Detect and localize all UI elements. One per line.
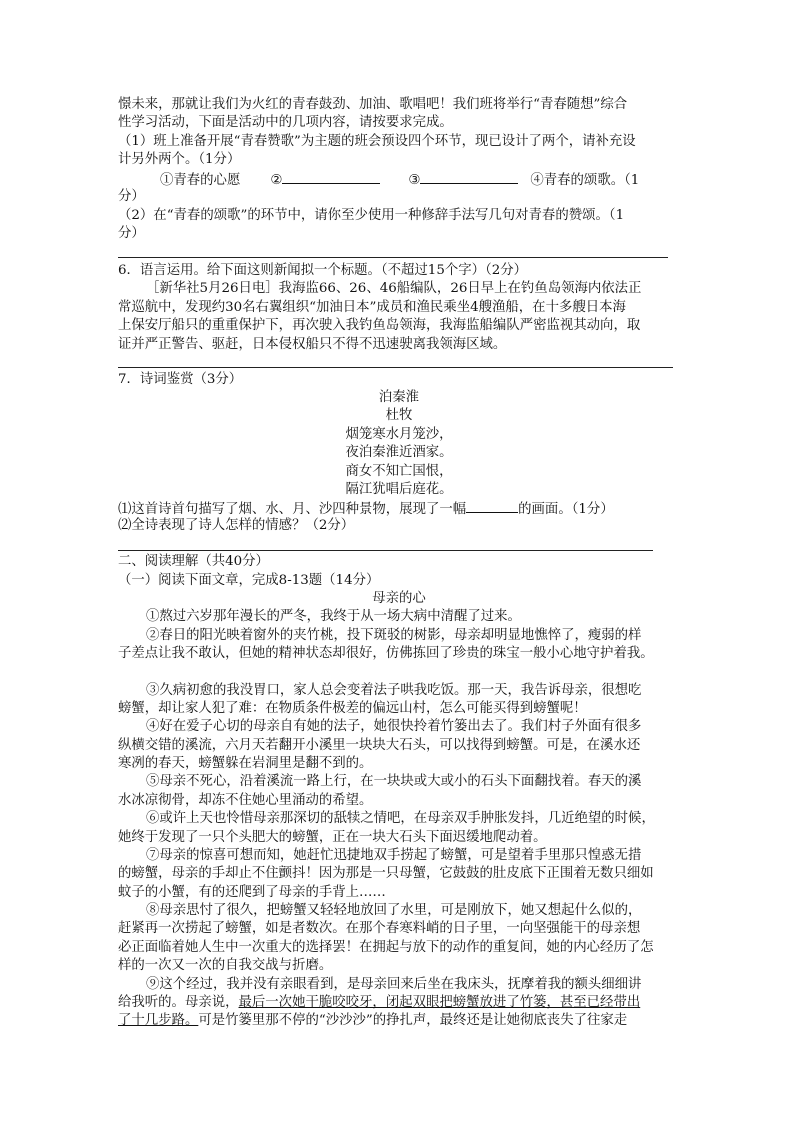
q5-1-line-1: （1）班上准备开展“青春赞歌”为主题的班会预设四个环节，现已设计了两个，请补充设 — [118, 134, 636, 149]
article-title: 母亲的心 — [372, 591, 426, 606]
q7-sub-1-b: 的画面。（1分） — [518, 502, 614, 517]
q5-2-line-1: （2）在“青春的颂歌”的环节中，请你至少使用一种修辞手法写几句对青春的赞颂。（1 — [118, 208, 625, 223]
article-p9-2a: 给我听的。母亲说， — [118, 995, 239, 1010]
article-p7-1: ⑦母亲的惊喜可想而知，她赶忙迅捷地双手捞起了螃蟹，可是望着手里那只惶惑无措 — [146, 848, 642, 863]
blank-q7-sub-1[interactable] — [466, 499, 518, 513]
section-2-title: 二、阅读理解（共40分） — [118, 554, 269, 569]
q5-1-items — [160, 170, 680, 190]
item-1: ①青春的心愿 — [160, 173, 241, 188]
article-p9-3b: 可是竹篓里那不停的“沙沙沙”的挣扎声，最终还是让她彻底丧失了往家走 — [198, 1013, 628, 1028]
article-p8-1: ⑧母亲思忖了很久，把螃蟹又轻轻地放回了水里，可是刚放下，她又想起什么似的， — [146, 903, 642, 918]
q7-sub-1-a: ⑴这首诗首句描写了烟、水、月、沙四种景物，展现了一幅 — [118, 502, 467, 517]
underlined-sentence-part-1: 最后一次她干脆咬咬牙，闭起双眼把螃蟹放进了竹篓，甚至已经带出 — [238, 995, 641, 1010]
q6-news-line-4: 证并严正警告、驱赶，日本侵权船只不得不迅速驶离我领海区域。 — [118, 337, 507, 352]
q7-sub-2: ⑵全诗表现了诗人怎样的情感？（2分） — [118, 518, 355, 533]
poem-line-4: 隔江犹唱后庭花。 — [345, 482, 453, 497]
poem-title: 泊秦淮 — [378, 390, 420, 405]
q5-1-line-2: 计另外两个。（1分） — [118, 152, 241, 167]
poem-author: 杜牧 — [385, 408, 413, 423]
article-p9-1: ⑨这个经过，我并没有亲眼看到，是母亲回来后坐在我床头，抚摩着我的额头细细讲 — [146, 977, 642, 992]
q6-news-line-2: 常巡航中，发现约30名右翼组织“加油日本”成员和渔民乘坐4艘渔船，在十多艘日本海 — [118, 300, 626, 315]
item-2: ② — [270, 173, 283, 188]
q6-news-line-1: ［新华社5月26日电］我海监66、26、46船编队，26日早上在钓鱼岛领海内依法正 — [146, 281, 642, 296]
answer-line-q5[interactable] — [118, 257, 668, 258]
intro-line-1: 憬未来，那就让我们为火红的青春鼓劲、加油、歌唱吧！我们班将举行“青春随想”综合 — [118, 97, 628, 112]
q6-title: 6．语言运用。给下面这则新闻拟一个标题。（不超过15个字）（2分） — [118, 263, 528, 278]
article-p8-3: 必正面临着她人生中一次重大的选择罢！在拥起与放下的动作的重复间，她的内心经历了怎 — [118, 940, 654, 955]
poem-line-3: 商女不知亡国恨， — [345, 464, 453, 479]
item-4: ④青春的颂歌。（1 — [530, 173, 640, 188]
article-p3-2: 螃蟹，却让家人犯了难：在物质条件极差的偏远山村，怎么可能买得到螃蟹呢！ — [118, 701, 587, 716]
underlined-sentence-part-2: 了十几步路。 — [118, 1013, 199, 1028]
article-p2-1: ②春日的阳光映着窗外的夹竹桃，投下斑驳的树影，母亲却明显地憔悴了，瘦弱的样 — [146, 628, 642, 643]
q7-title: 7．诗词鉴赏（3分） — [118, 372, 243, 387]
article-p5-1: ⑤母亲不死心，沿着溪流一路上行，在一块块或大或小的石头下面翻找着。春天的溪 — [146, 774, 642, 789]
article-p9-3 — [118, 1012, 680, 1030]
article-p8-2: 赶紧再一次捞起了螃蟹，如是者数次。在那个春寒料峭的日子里，一向坚强能干的母亲想 — [118, 921, 641, 936]
article-p7-3: 蚊子的小蟹，有的还爬到了母亲的手背上…… — [118, 885, 386, 900]
article-p9-2 — [118, 994, 680, 1012]
intro-line-2: 性学习活动，下面是活动中的几项内容，请按要求完成。 — [118, 115, 453, 130]
q5-2-line-2: 分） — [118, 226, 145, 241]
article-p6-1: ⑥或许上天也怜惜母亲那深切的舐犊之情吧，在母亲双手肿胀发抖，几近绝望的时候， — [146, 811, 655, 826]
poem-line-2: 夜泊秦淮近酒家。 — [345, 445, 453, 460]
q5-1-tail: 分） — [118, 189, 145, 204]
article-p4-2: 纵横交错的溪流，六月天若翻开小溪里一块块大石头，可以找得到螃蟹。可是，在溪水还 — [118, 738, 641, 753]
article-p4-1: ④好在爱子心切的母亲自有她的法子，她很快拎着竹篓出去了。我们村子外面有很多 — [146, 719, 642, 734]
blank-item-3[interactable] — [420, 170, 518, 184]
article-p6-2: 她终于发现了一只个头肥大的螃蟹，正在一块大石头下面迟缓地爬动着。 — [118, 830, 547, 845]
article-p8-4: 样的一次又一次的自我交战与折磨。 — [118, 958, 333, 973]
blank-item-2[interactable] — [282, 170, 380, 184]
article-p7-2: 的螃蟹，母亲的手却止不住颤抖！因为那是一只母蟹，它鼓鼓的肚皮底下正围着无数只细如 — [118, 866, 654, 881]
section-2-part-1: （一）阅读下面文章，完成8-13题（14分） — [118, 573, 380, 588]
article-p1: ①熬过六岁那年漫长的严冬，我终于从一场大病中清醒了过来。 — [146, 609, 521, 624]
article-p4-3: 寒冽的春天，螃蟹躲在岩洞里是翻不到的。 — [118, 756, 373, 771]
article-p3-1: ③久病初愈的我没胃口，家人总会变着法子哄我吃饭。那一天，我告诉母亲，很想吃 — [146, 683, 642, 698]
item-3: ③ — [408, 173, 421, 188]
poem-line-1: 烟笼寒水月笼沙， — [345, 427, 453, 442]
answer-line-q6[interactable] — [118, 367, 673, 368]
article-p5-2: 水冰凉彻骨，却冻不住她心里涌动的希望。 — [118, 793, 373, 808]
answer-line-q7[interactable] — [118, 550, 653, 551]
q7-sub-1 — [118, 499, 680, 519]
q6-news-line-3: 上保安厅船只的重重保护下，再次驶入我钓鱼岛领海，我海监船编队严密监视其动向，取 — [118, 318, 641, 333]
article-p2-2: 子差点让我不敢认，但她的精神状态却很好，仿佛拣回了珍贵的珠宝一般小心地守护着我。 — [118, 646, 654, 661]
